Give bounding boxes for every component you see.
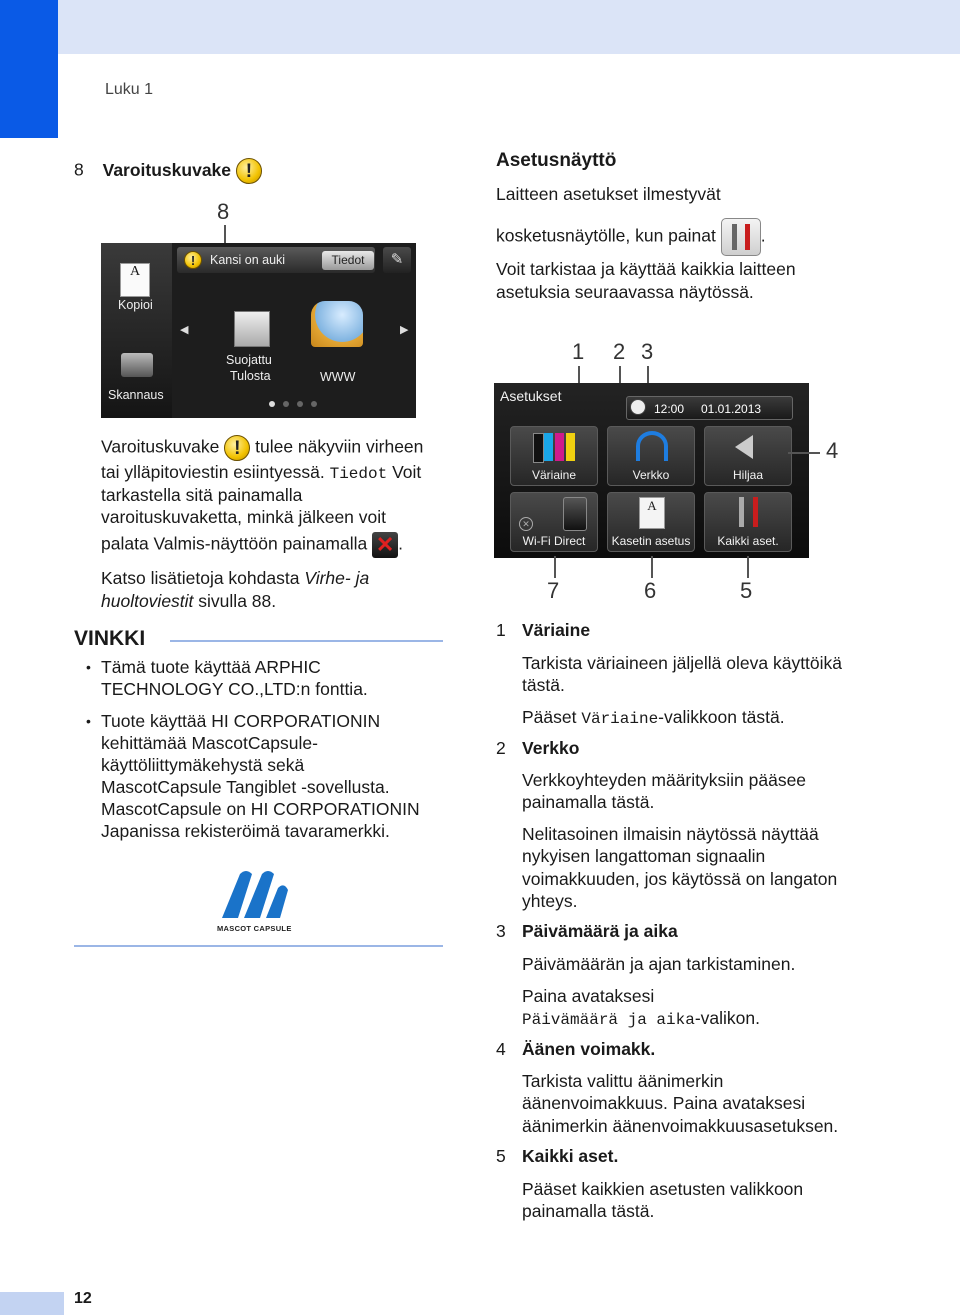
info-button[interactable]: Tiedot (322, 251, 374, 270)
home-screen (101, 243, 416, 418)
screwdriver-icon (753, 497, 758, 527)
page-dot-active (269, 401, 275, 407)
paper-icon: A (639, 497, 665, 529)
disabled-x-icon: ✕ (519, 517, 533, 531)
callout-7-line (554, 556, 556, 578)
settings-screen-title: Asetukset (500, 388, 562, 404)
tip-bullet-2-line-4: MascotCapsule Tangiblet -sovellusta. (101, 777, 390, 797)
callout-7: 7 (547, 578, 560, 603)
tip-bullet-2-line-2: kehittämää MascotCapsule- (101, 733, 318, 753)
tip-heading: VINKKI (74, 627, 146, 650)
phone-icon (563, 497, 587, 531)
web-button[interactable]: WWW (320, 370, 356, 384)
tray-settings-label: Kasetin asetus (611, 534, 691, 548)
secure-print-icon (234, 311, 270, 347)
callout-5-line (747, 556, 749, 578)
page-dot (311, 401, 317, 407)
secure-print-label-1[interactable]: Suojattu (226, 353, 272, 367)
callout-1: 1 (572, 339, 585, 364)
callout-3: 3 (641, 339, 654, 364)
tip-bullet-2-line-3: käyttöliittymäkehystä sekä (101, 755, 305, 775)
item-5-text: painamalla tästä. (522, 1201, 655, 1221)
copy-icon: A (120, 263, 150, 297)
para-line: varoituskuvaketta, minkä jälkeen voit (101, 507, 386, 527)
para-line: palata Valmis-näyttöön painamalla ✕ . (101, 532, 403, 557)
page-number-box (0, 1292, 64, 1315)
item-3-text: Päivämäärä ja aika-valikon. (522, 1008, 760, 1029)
tip-bullet-2-line-6: Japanissa rekisteröimä tavaramerkki. (101, 821, 390, 841)
callout-4: 4 (826, 438, 839, 463)
prev-arrow-icon[interactable]: ◀ (180, 324, 189, 336)
para-warning-icon: Varoituskuvake ! tulee näkyviin virheen (101, 436, 424, 459)
item-4-text: äänenvoimakkuus. Paina avataksesi (522, 1093, 806, 1113)
mascot-capsule-logo-icon (216, 868, 292, 924)
item-1-heading: 1 Väriaine (496, 620, 591, 640)
item-2-text: Nelitasoinen ilmaisin näytössä näyttää (522, 824, 819, 844)
intro-line-4: asetuksia seuraavassa näytössä. (496, 282, 754, 302)
callout-5: 5 (740, 578, 753, 603)
intro-line-2: kosketusnäytölle, kun painat . (496, 218, 766, 256)
callout-8: 8 (217, 199, 230, 224)
network-label: Verkko (632, 468, 670, 482)
wifi-direct-tile[interactable] (510, 492, 598, 552)
web-cloud-icon (311, 301, 363, 347)
section-heading: Asetusnäyttö (496, 150, 617, 171)
network-tile[interactable] (607, 426, 695, 486)
toner-tile[interactable] (510, 426, 598, 486)
item-2-text: nykyisen langattoman signaalin (522, 846, 766, 866)
tray-settings-tile[interactable] (607, 492, 695, 552)
callout-6-line (651, 556, 653, 578)
item-5-text: Pääset kaikkien asetusten valikkoon (522, 1179, 804, 1199)
speaker-icon (735, 435, 753, 459)
item-3-heading: 3 Päivämäärä ja aika (496, 921, 678, 941)
tip-rule-bottom (74, 945, 443, 947)
item-2-heading: 2 Verkko (496, 738, 580, 758)
warning-icon: ! (236, 158, 262, 184)
callout-6: 6 (644, 578, 657, 603)
close-x-icon: ✕ (372, 532, 398, 558)
toner-yellow-icon (566, 433, 575, 461)
chapter-label: Luku 1 (105, 81, 154, 98)
item-2-text: yhteys. (522, 891, 578, 911)
callout-2: 2 (613, 339, 626, 364)
wifi-icon (636, 431, 668, 461)
item-2-text: voimakkuuden, jos käytössä on langaton (522, 869, 838, 889)
para-line: tai ylläpitoviestin esiintyessä. Tiedot Voit (101, 462, 422, 483)
status-message: Kansi on auki (210, 253, 286, 267)
secure-print-label-2[interactable]: Tulosta (230, 369, 271, 383)
item-5-heading: 5 Kaikki aset. (496, 1146, 619, 1166)
item-1-text: Tarkista väriaineen jäljellä oleva käyttöikä (522, 653, 843, 673)
intro-line-1: Laitteen asetukset ilmestyvät (496, 184, 721, 204)
mascot-capsule-logo-text: MASCOT CAPSULE (217, 924, 292, 933)
tip-bullet-2-line-5: MascotCapsule on HI CORPORATIONIN (101, 799, 420, 819)
item-4-heading: 4 Äänen voimakk. (496, 1039, 656, 1059)
wifi-direct-label: Wi-Fi Direct (522, 534, 586, 548)
chapter-tab (0, 0, 58, 138)
page-dot (283, 401, 289, 407)
intro-line-3: Voit tarkistaa ja käyttää kaikkia laitteen (496, 259, 796, 279)
status-warning-icon[interactable]: ! (184, 251, 202, 269)
warning-icon: ! (224, 435, 250, 461)
item-1-text: tästä. (522, 675, 565, 695)
tip-rule-top (170, 640, 443, 642)
page-number: 12 (74, 1290, 92, 1307)
para-line: tarkastella sitä painamalla (101, 485, 303, 505)
item-2-text: painamalla tästä. (522, 792, 655, 812)
settings-tools-icon[interactable]: ✎ (383, 247, 411, 273)
header-band (0, 0, 960, 54)
settings-tools-icon (721, 218, 761, 256)
item-1-text: Pääset Väriaine-valikkoon tästä. (522, 707, 785, 728)
wrench-icon (739, 497, 744, 527)
para-see-also: Katso lisätietoja kohdasta Virhe- ja (101, 568, 370, 588)
item-3-text: Paina avataksesi (522, 986, 655, 1006)
item-2-text: Verkkoyhteyden määrityksiin pääsee (522, 770, 807, 790)
page-dot (297, 401, 303, 407)
toner-magenta-icon (555, 433, 564, 461)
time-value: 12:00 (654, 402, 685, 416)
callout-4-line (788, 452, 820, 454)
volume-label: Hiljaa (732, 468, 763, 482)
volume-tile[interactable] (704, 426, 792, 486)
para-see-also-2: huoltoviestit sivulla 88. (101, 591, 277, 611)
settings-screen (494, 383, 809, 558)
item-4-text: Tarkista valittu äänimerkin (522, 1071, 724, 1091)
item-4-text: äänimerkin äänenvoimakkuusasetuksen. (522, 1116, 839, 1136)
scan-button[interactable]: Skannaus (108, 388, 164, 402)
tip-bullet-1-line-1: • Tämä tuote käyttää ARPHIC (101, 656, 321, 679)
scanner-icon (121, 353, 153, 377)
next-arrow-icon[interactable]: ▶ (400, 324, 409, 336)
item-8-heading: 8 Varoituskuvake ! (74, 158, 262, 184)
item-3-text: Päivämäärän ja ajan tarkistaminen. (522, 954, 796, 974)
toner-cyan-icon (544, 433, 553, 461)
tip-bullet-1-line-2: TECHNOLOGY CO.,LTD:n fonttia. (101, 679, 368, 699)
date-value: 01.01.2013 (701, 402, 762, 416)
all-settings-tile[interactable] (704, 492, 792, 552)
all-settings-label: Kaikki aset. (717, 534, 779, 548)
toner-black-icon (533, 433, 544, 463)
toner-label: Väriaine (531, 468, 577, 482)
copy-button[interactable]: Kopioi (118, 298, 153, 312)
tip-bullet-2-line-1: • Tuote käyttää HI CORPORATIONIN (101, 710, 380, 733)
clock-icon (630, 399, 646, 415)
